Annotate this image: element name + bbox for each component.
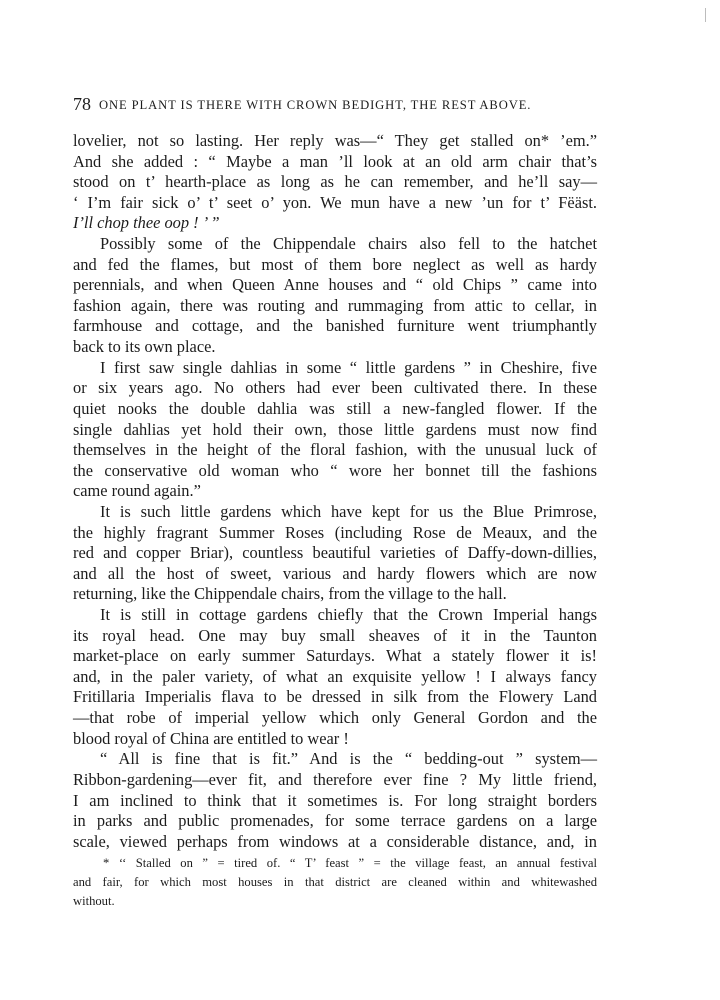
paragraph-start: I first saw single dahlias in some “ little gardens ” in Cheshire, five [100, 357, 597, 377]
text-line: came round again.” [73, 481, 201, 501]
text-line: Ribbon-gardening—ever fit, and therefore ever fine ? My little friend, [73, 769, 597, 789]
margin-mark [705, 8, 706, 22]
text-line: and all the host of sweet, various and hardy flowers which are now [73, 563, 597, 583]
text-line: scale, viewed perhaps from windows at a considerable distance, and, in [73, 831, 597, 851]
text-line: and, in the paler variety, of what an exquisite yellow ! I always fancy [73, 666, 597, 686]
text-line: fashion again, there was routing and rummaging from attic to cellar, in [73, 295, 597, 315]
text-line: its royal head. One may buy small sheaves of it in the Taunton [73, 625, 597, 645]
paragraph-start: It is such little gardens which have kept for us the Blue Primrose, [100, 501, 597, 521]
text-line: or six years ago. No others had ever been cultivated there. In these [73, 378, 597, 398]
paragraph-start: It is still in cottage gardens chiefly that the Crown Imperial hangs [100, 605, 597, 625]
text-line: I’ll chop thee oop ! ’ ” [73, 213, 220, 233]
footnotes [73, 854, 597, 911]
text-line: returning, like the Chippendale chairs, from the village to the hall. [73, 584, 507, 604]
footnote-line: without. [73, 894, 115, 908]
text-line: farmhouse and cottage, and the banished furniture went triumphantly [73, 316, 597, 336]
body-text [73, 131, 597, 852]
text-line: in parks and public promenades, for some terrace gardens on a large [73, 811, 597, 831]
text-line: themselves in the height of the floral fashion, with the unusual luck of [73, 440, 597, 460]
text-line: And she added : “ Maybe a man ’ll look at an old arm chair that’s [73, 151, 597, 171]
page-number: 78 [73, 94, 91, 114]
text-line: I am inclined to think that it sometimes is. For long straight borders [73, 790, 597, 810]
text-line: stood on t’ hearth-place as long as he can remember, and he’ll say— [73, 172, 597, 192]
text-line: the highly fragrant Summer Roses (including Rose de Meaux, and the [73, 522, 597, 542]
text-line: Fritillaria Imperialis flava to be dressed in silk from the Flowery Land [73, 687, 597, 707]
text-line: market-place on early summer Saturdays. What a stately flower it is! [73, 646, 597, 666]
footnote-line: and fair, for which most houses in that district are cleaned within and whitewashed [73, 875, 597, 889]
text-line: quiet nooks the double dahlia was still a new-fangled flower. If the [73, 398, 597, 418]
footnote-line: * ‘‘ Stalled on ” = tired of. “ T’ feast ” = the village feast, an annual festival [103, 856, 597, 870]
text-line: single dahlias yet hold their own, those little gardens must now find [73, 419, 597, 439]
text-line: —that robe of imperial yellow which only General Gordon and the [73, 708, 597, 728]
text-line: back to its own place. [73, 337, 216, 357]
paragraph-start: “ All is fine that is fit.” And is the “ bedding-out ” system— [100, 749, 597, 769]
text-line: the conservative old woman who “ wore her bonnet till the fashions [73, 460, 597, 480]
paragraph-start: Possibly some of the Chippendale chairs also fell to the hatchet [100, 234, 597, 254]
text-line: blood royal of China are entitled to wear ! [73, 728, 349, 748]
running-header [73, 93, 593, 114]
text-line: ‘ I’m fair sick o’ t’ seet o’ yon. We mun have a new ’un for t’ Fëäst. [73, 192, 597, 212]
text-line: perennials, and when Queen Anne houses and “ old Chips ” came into [73, 275, 597, 295]
running-title: ONE PLANT IS THERE WITH CROWN BEDIGHT, THE REST ABOVE. [99, 98, 532, 112]
text-line: and fed the flames, but most of them bore neglect as well as hardy [73, 254, 597, 274]
text-line: red and copper Briar), countless beautiful varieties of Daffy-down-dillies, [73, 543, 597, 563]
text-line: lovelier, not so lasting. Her reply was—“ They get stalled on* ’em.” [73, 131, 597, 150]
